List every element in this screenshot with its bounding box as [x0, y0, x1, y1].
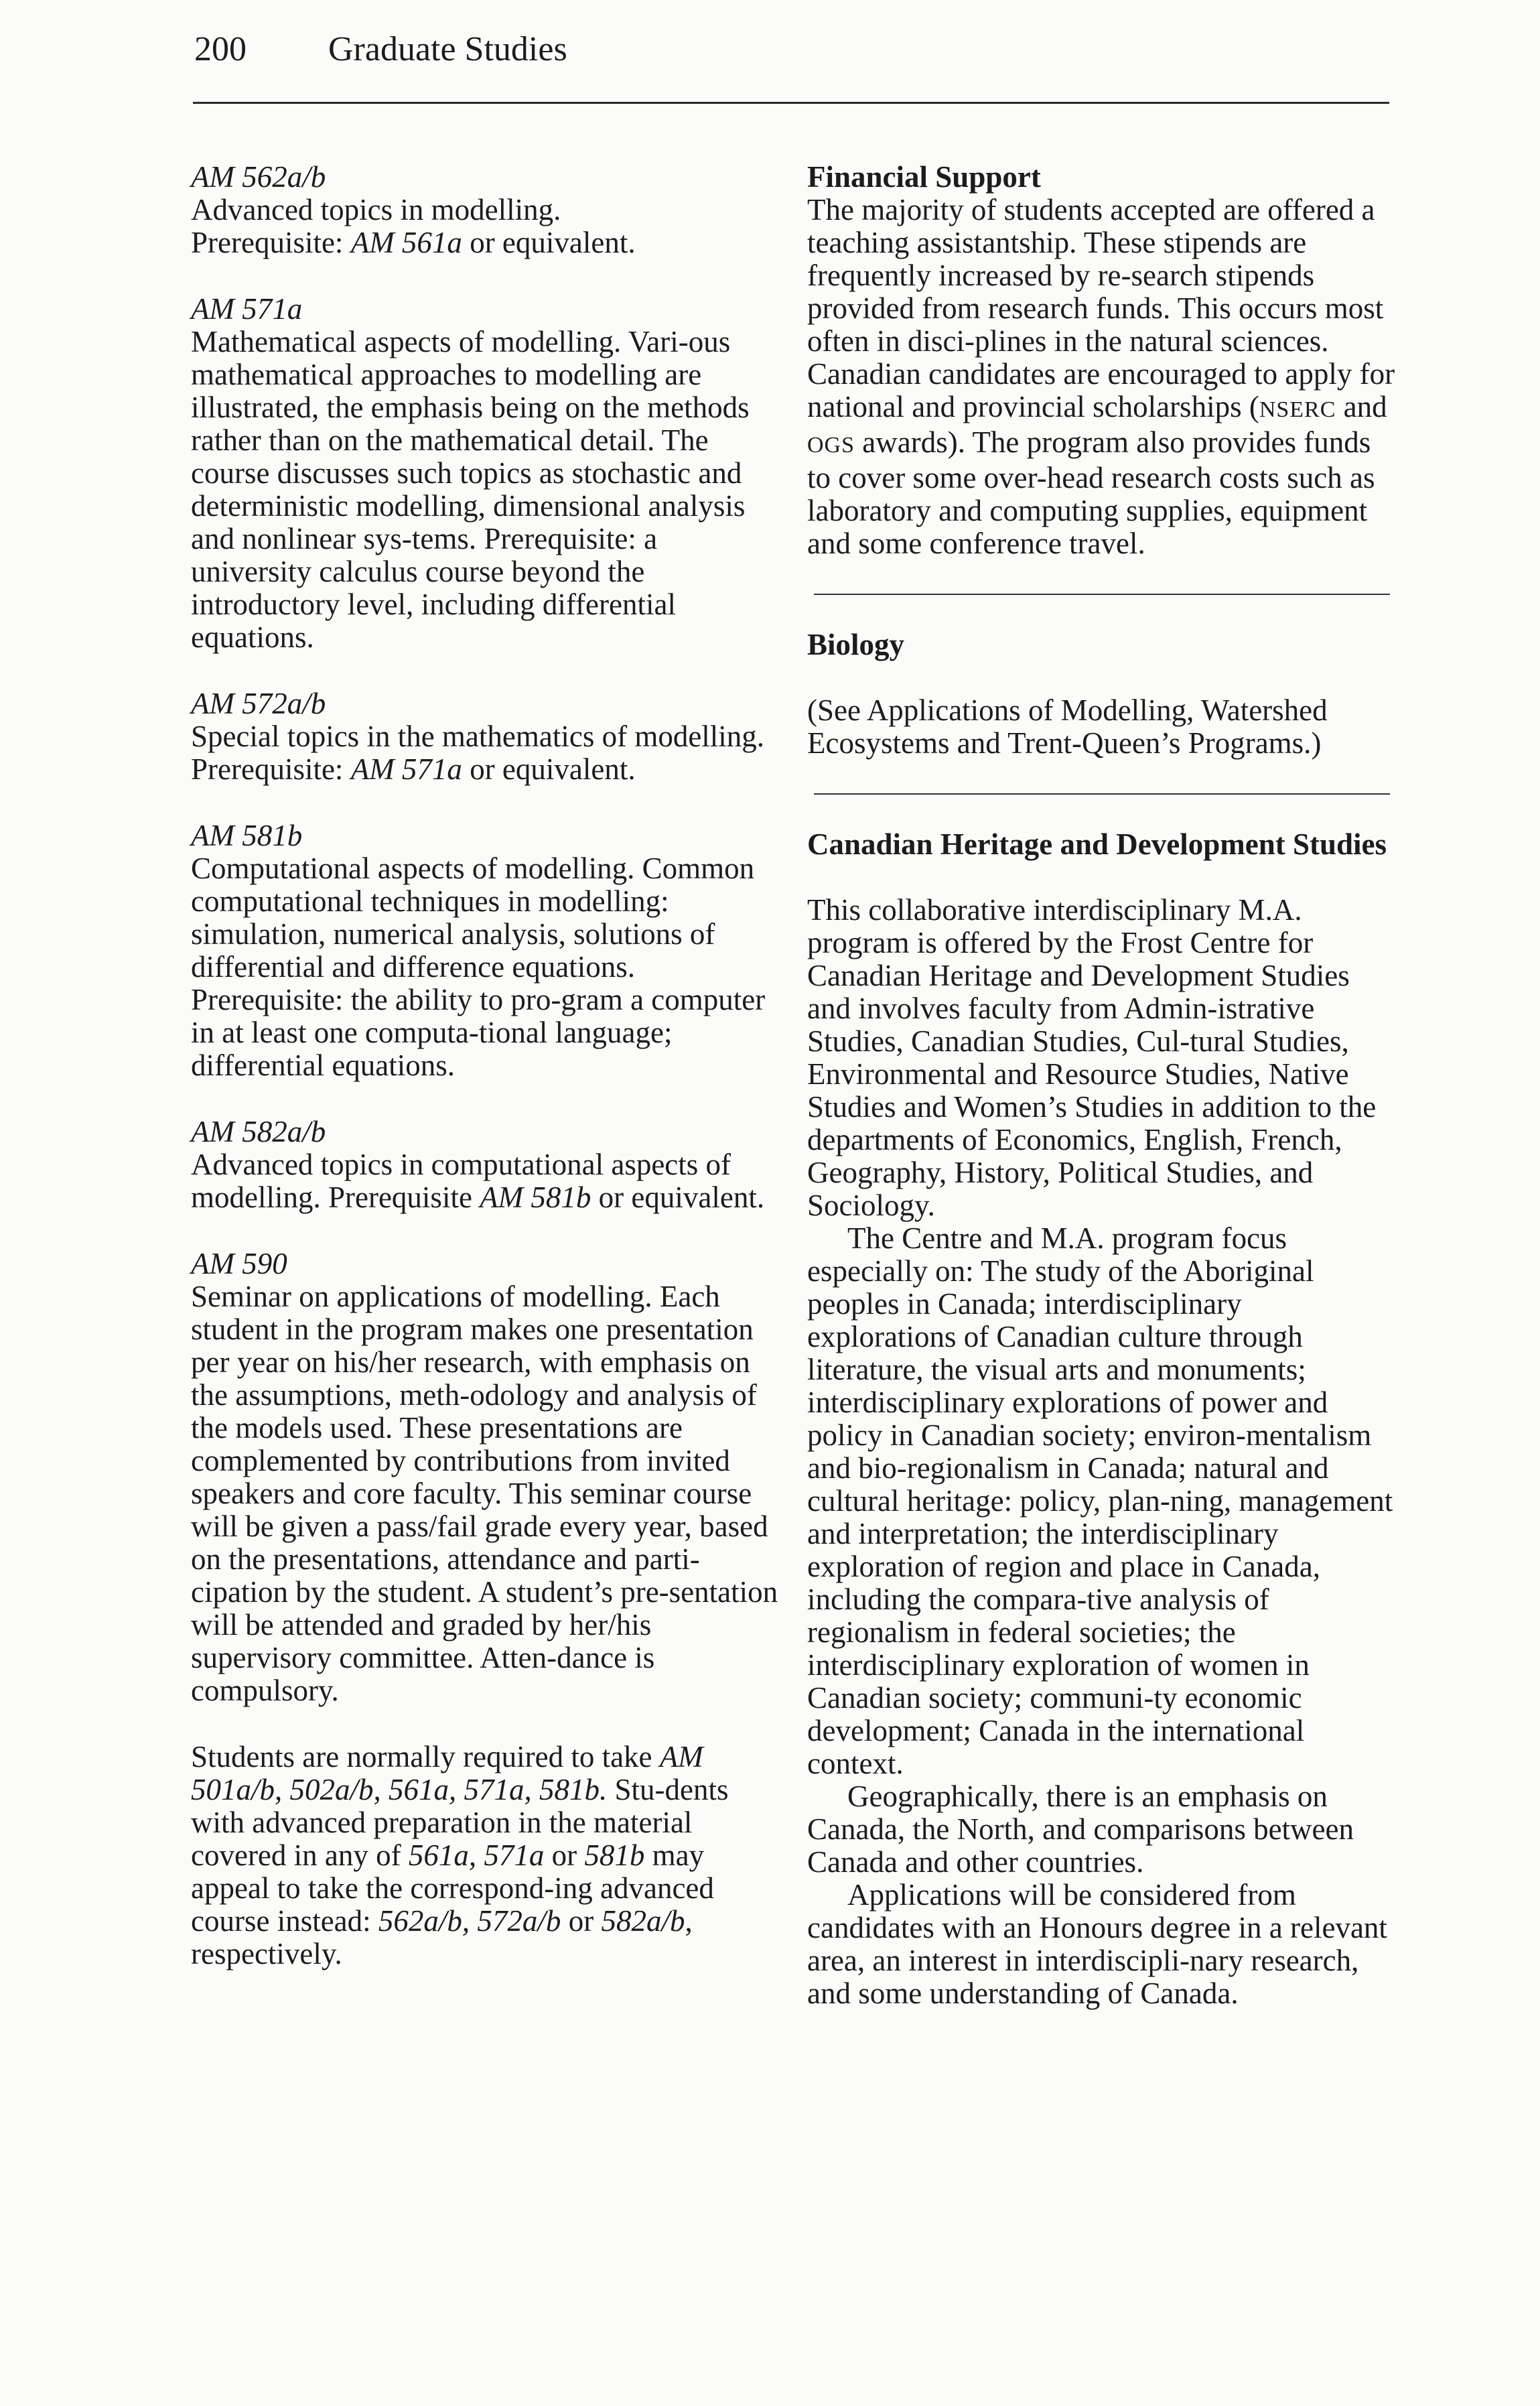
description-text: or equivalent.	[591, 1181, 765, 1214]
section-title: Graduate Studies	[328, 30, 567, 68]
description-text: Advanced topics in computational aspects of modelling. Prerequisite	[191, 1148, 731, 1214]
section-body: The Centre and M.A. program focus especially on: The study of the Aboriginal peoples in Canada; interdisciplinary explorations of Canadian culture through literature, the visual arts and monuments; interdisciplinary explorations of power and policy in Canadian society; environ-mentalism and bio-regionalism in Canada; natural and cultural heritage: policy, plan-ning, management and interpretation; the interdisciplinary exploration of region and place in Canada, including the compara-tive analysis of regionalism in federal societies; the interdisciplinary exploration of women in Canadian society; communi-ty economic development; Canada in the international context.	[807, 1221, 1393, 1780]
description-text: Special topics in the mathematics of modelling. Prerequisite:	[191, 720, 765, 786]
course-am572	[191, 687, 780, 786]
section-canadian-heritage	[807, 828, 1397, 2010]
description-text: or equivalent.	[462, 752, 636, 786]
section-body: Applications will be considered from candidates with an Honours degree in a relevant area, an interest in interdiscipli-nary research, and some understanding of Canada.	[807, 1878, 1387, 2010]
page-number: 200	[194, 30, 247, 68]
body-text: and	[1336, 390, 1387, 423]
section-financial-support	[807, 161, 1397, 560]
note-text: or	[544, 1839, 585, 1872]
note-text: may appeal to take the correspond-ing advanced course instead:	[191, 1839, 714, 1938]
section-body: Geographically, there is an emphasis on Canada, the North, and comparisons between Canada and other countries.	[807, 1780, 1354, 1879]
prereq-code: AM 581b	[480, 1181, 591, 1214]
section-heading: Financial Support	[807, 160, 1041, 194]
prereq-text: or equivalent.	[462, 226, 636, 259]
acronym: NSERC	[1259, 397, 1336, 422]
spacer	[807, 661, 1397, 694]
section-body: This collaborative interdisciplinary M.A. program is offered by the Frost Centre for Canadian Heritage and Development Studies and involves faculty from Admin-istrative Studies, Canadian Studies, Cul-tural Studies, Environmental and Resource Studies, Native Studies and Women’s Studies in addition to the departments of Economics, English, French, Geography, History, Political Studies, and Sociology.	[807, 893, 1377, 1222]
left-column	[191, 161, 780, 2004]
header-rule	[193, 102, 1389, 104]
course-am582	[191, 1116, 780, 1214]
note-paragraph	[191, 1741, 780, 1970]
section-divider	[814, 594, 1390, 595]
course-description: Computational aspects of modelling. Common computational techniques in modelling: simulation, numerical analysis, solutions of differential and difference equations. Prerequisite: the ability to pro-gram a computer in at least one computa-tional language; differential equations.	[191, 852, 766, 1082]
body-text: The majority of students accepted are offered a teaching assistantship. These stipends are frequently increased by re-search stipends provided from research funds. This occurs most often in disci-plines in the natural sciences. Canadian candidates are encouraged to apply for national and provincial scholarships (	[807, 193, 1395, 423]
course-ref: 562a/b, 572a/b	[378, 1904, 561, 1938]
section-biology	[807, 628, 1397, 760]
right-column	[807, 161, 1397, 2010]
note-text: , respectively.	[191, 1904, 693, 1970]
course-am562	[191, 161, 780, 259]
course-code: AM 562a/b	[191, 160, 326, 194]
prereq-code: AM 571a	[350, 752, 462, 786]
prereq-text: Prerequisite:	[191, 226, 351, 259]
course-description	[191, 720, 780, 786]
course-prerequisite	[191, 226, 780, 259]
course-description: Advanced topics in modelling.	[191, 193, 561, 226]
course-code: AM 571a	[191, 292, 303, 326]
course-ref: 582a/b	[601, 1904, 685, 1938]
note-text: Students are normally required to take	[191, 1740, 660, 1774]
course-code: AM 590	[191, 1247, 287, 1280]
requirements-note	[191, 1741, 780, 1970]
note-text: or	[561, 1904, 602, 1938]
page-header	[194, 25, 567, 74]
acronym: OGS	[807, 433, 855, 458]
course-code: AM 582a/b	[191, 1115, 326, 1148]
section-divider	[814, 793, 1390, 795]
course-code: AM 572a/b	[191, 687, 326, 720]
course-description: Mathematical aspects of modelling. Vari-ous mathematical approaches to modelling are illustrated, the emphasis being on the methods rather than on the mathematical detail. The course discusses such topics as stochastic and deterministic modelling, dimensional analysis and nonlinear sys-tems. Prerequisite: a university calculus course beyond the introductory level, including differential equations.	[191, 325, 750, 654]
prereq-code: AM 561a	[350, 226, 462, 259]
body-text: awards). The program also provides funds to cover some over-head research costs such as laboratory and computing supplies, equipment and some conference travel.	[807, 425, 1375, 560]
course-code: AM 581b	[191, 819, 303, 852]
section-heading: Canadian Heritage and Development Studies	[807, 827, 1387, 861]
course-am571	[191, 293, 780, 654]
course-ref: AM 501a/b, 502a/b, 561a, 571a, 581b.	[191, 1740, 703, 1806]
course-ref: 561a, 571a	[408, 1839, 545, 1872]
course-description: Seminar on applications of modelling. Each student in the program makes one presentation per year on his/her research, with emphasis on the assumptions, meth-odology and analysis of the models used. These presentations are complemented by contributions from invited speakers and core faculty. This seminar course will be given a pass/fail grade every year, based on the presentations, attendance and parti-cipation by the student. A student’s pre-sentation will be attended and graded by her/his supervisory committee. Atten-dance is compulsory.	[191, 1280, 778, 1707]
course-am581	[191, 819, 780, 1082]
course-ref: 581b	[584, 1839, 645, 1872]
section-body	[807, 194, 1397, 560]
section-body: (See Applications of Modelling, Watershed Ecosystems and Trent-Queen’s Programs.)	[807, 693, 1328, 760]
course-description	[191, 1148, 780, 1214]
note-text: Stu-dents with advanced preparation in the material covered in any of	[191, 1773, 729, 1872]
course-am590	[191, 1248, 780, 1707]
spacer	[807, 861, 1397, 894]
section-heading: Biology	[807, 628, 905, 661]
